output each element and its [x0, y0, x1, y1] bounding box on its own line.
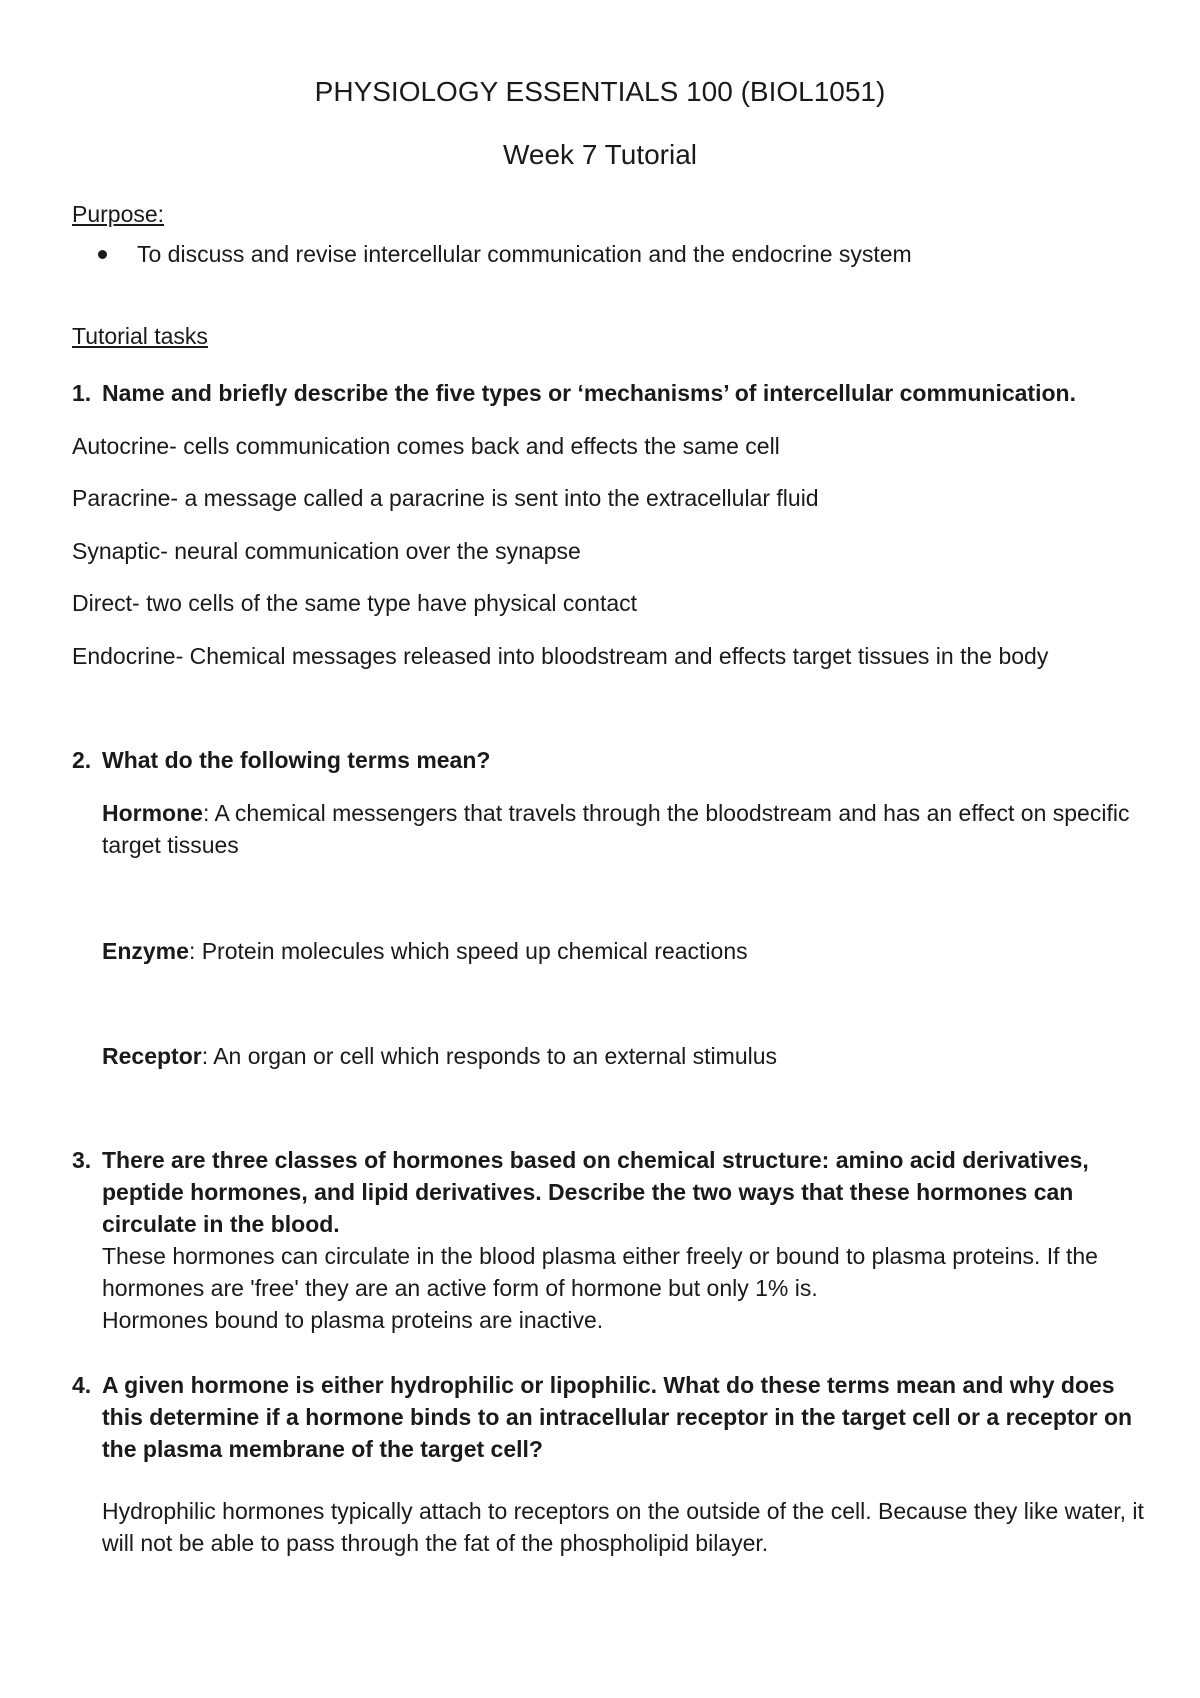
q1-answer-paracrine: Paracrine- a message called a paracrine is sent into the extracellular fluid	[72, 485, 819, 511]
question-4	[72, 1369, 1147, 1559]
question-3-number: 3.	[72, 1147, 92, 1173]
document-subtitle: Week 7 Tutorial	[502, 139, 698, 170]
term-receptor	[102, 1040, 1142, 1072]
term-enzyme-definition: : Protein molecules which speed up chemical reactions	[188, 938, 748, 964]
q1-answer-direct: Direct- two cells of the same type have physical contact	[72, 590, 638, 616]
bullet-dot-icon	[98, 250, 107, 259]
question-3-answer-1: These hormones can circulate in the blood plasma either freely or bound to plasma proteins. If the hormones are 'free' they are an active form of hormone but only 1% is.	[102, 1243, 1098, 1301]
purpose-label: Purpose:	[72, 201, 165, 227]
term-hormone-label: Hormone	[102, 800, 203, 826]
term-hormone	[102, 797, 1142, 861]
question-4-text: A given hormone is either hydrophilic or lipophilic. What do these terms mean and why does this determine if a hormone binds to an intracellular receptor in the target cell or a receptor on the plasma membrane of the target cell?	[102, 1372, 1133, 1462]
term-receptor-label: Receptor	[102, 1043, 202, 1069]
term-receptor-definition: : An organ or cell which responds to an external stimulus	[201, 1043, 778, 1069]
question-1-text: Name and briefly describe the five types or ‘mechanisms’ of intercellular communication.	[102, 380, 1076, 406]
term-hormone-definition: : A chemical messengers that travels through the bloodstream and has an effect on specific target tissues	[102, 800, 1130, 858]
term-enzyme-label: Enzyme	[102, 938, 189, 964]
question-4-number: 4.	[72, 1372, 92, 1398]
question-1-number: 1.	[72, 380, 92, 406]
tasks-label: Tutorial tasks	[72, 323, 208, 349]
question-3-answer-2: Hormones bound to plasma proteins are inactive.	[102, 1307, 604, 1333]
question-2-text: What do the following terms mean?	[102, 747, 491, 773]
question-2	[72, 744, 1147, 776]
question-2-number: 2.	[72, 747, 92, 773]
q1-answer-autocrine: Autocrine- cells communication comes back and effects the same cell	[72, 433, 780, 459]
q1-answer-endocrine: Endocrine- Chemical messages released into bloodstream and effects target tissues in the body	[72, 643, 1049, 669]
term-enzyme	[102, 935, 1142, 967]
purpose-bullet: To discuss and revise intercellular communication and the endocrine system	[137, 241, 912, 267]
question-3-text: There are three classes of hormones based on chemical structure: amino acid derivatives, peptide hormones, and lipid derivatives. Describe the two ways that these hormones can circulate in the blood.	[102, 1147, 1089, 1237]
document-title: PHYSIOLOGY ESSENTIALS 100 (BIOL1051)	[314, 76, 886, 107]
question-1	[72, 377, 1147, 409]
q1-answer-synaptic: Synaptic- neural communication over the synapse	[72, 538, 581, 564]
question-4-answer: Hydrophilic hormones typically attach to receptors on the outside of the cell. Because they like water, it will not be able to pass through the fat of the phospholipid bilayer.	[102, 1498, 1144, 1556]
question-3	[72, 1144, 1147, 1336]
